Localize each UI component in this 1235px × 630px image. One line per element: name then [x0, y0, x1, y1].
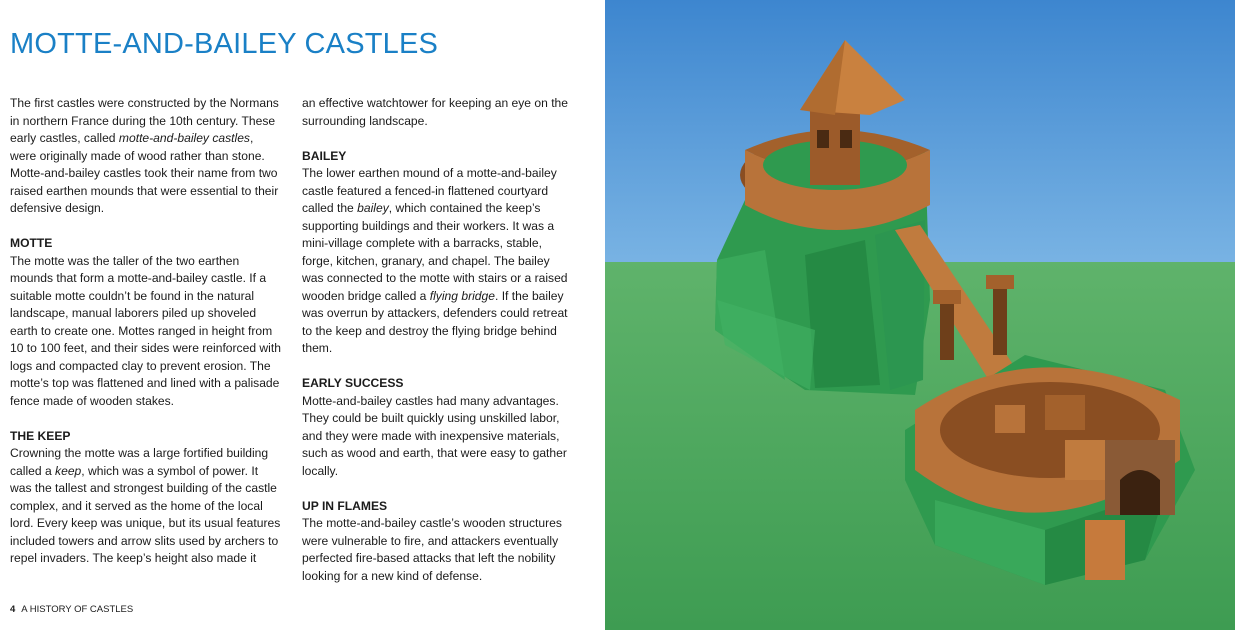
keep-paragraph: Crowning the motte was a large fortified building called a keep, which was a symbol of power. It was the tallest and strongest building of the castle complex, and it served as the home of the local lord. Every keep was unique, but its usual features included towers and arrow slits used by archers to repel invaders. The keep’s height also made it — [10, 446, 281, 565]
text-column-left — [10, 95, 282, 585]
keep-heading: THE KEEP — [10, 428, 71, 443]
bailey-gatehouse — [1105, 440, 1175, 515]
up-in-flames-heading: UP IN FLAMES — [302, 498, 388, 513]
keep-continued-paragraph: an effective watchtower for keeping an eye on the surrounding landscape. — [302, 96, 569, 128]
motte-heading: MOTTE — [10, 236, 53, 250]
text-column-right — [302, 95, 572, 603]
intro-paragraph: The first castles were constructed by the Normans in northern France during the 10th century. These early castles, called motte-and-bailey castles, were originally made of wood rather than stone. Motte-and-bailey castles took their name from two raised earthen mounds that were essential to their defensive design. — [10, 96, 279, 215]
up-in-flames-paragraph: The motte-and-bailey castle’s wooden structures were vulnerable to fire, and attackers eventually perfected fire-based attacks that left the nobility looking for a new kind of defense. — [302, 516, 562, 583]
page-footer — [10, 604, 133, 615]
text-page — [0, 0, 605, 630]
lego-castle-illustration — [605, 0, 1235, 630]
bailey-heading: BAILEY — [302, 148, 347, 163]
early-success-heading: EARLY SUCCESS — [302, 376, 404, 390]
bailey-paragraph: The lower earthen mound of a motte-and-bailey castle featured a fenced-in flattened courtyard called the bailey, which contained the keep’s supporting buildings and their workers. It was a mini-village complete with a barracks, stable, forge, kitchen, granary, and chapel. The bailey was connected to the motte with stairs or a raised wooden bridge called a flying bridge. If the bailey was overrun by attackers, defenders could retreat to the keep and destroy the flying bridge behind them. — [302, 166, 568, 355]
castle-photo — [605, 0, 1235, 630]
footer-section-title: A HISTORY OF CASTLES — [21, 604, 134, 615]
motte-paragraph: The motte was the taller of the two earthen mounds that form a motte-and-bailey castle. If a suitable motte couldn’t be found in the natural landscape, manual laborers piled up shoveled earth to create one. Mottes ranged in height from 10 to 100 feet, and their sides were reinforced with logs and compacted clay to prevent erosion. The motte’s top was flattened and lined with a palisade fence made of wooden stakes. — [10, 253, 281, 408]
page-title: MOTTE-AND-BAILEY CASTLES — [10, 28, 439, 60]
page-number: 4 — [10, 604, 16, 615]
early-success-paragraph: Motte-and-bailey castles had many advantages. They could be built quickly using unskilled labor, and they were made with inexpensive materials, such as wood and earth, that were easy to gather locally. — [302, 393, 567, 478]
